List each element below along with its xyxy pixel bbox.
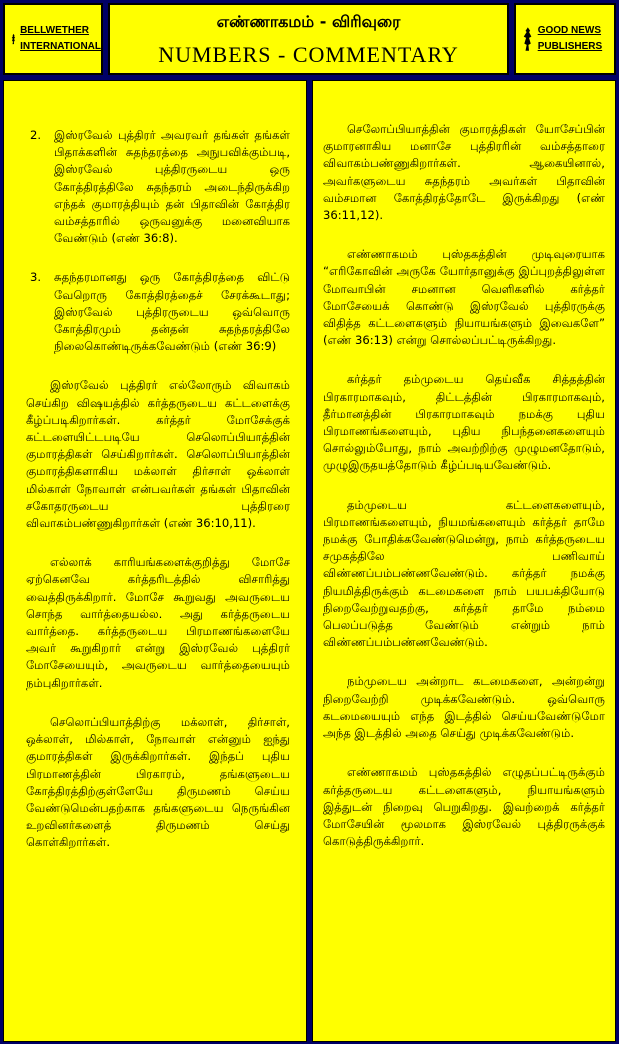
- numbered-item: [26, 127, 290, 247]
- paragraph: எண்ணாகமம் புஸ்தகத்தில் எழுதப்பட்டிருக்கும் கர்த்தருடைய கட்டளைகளும், நியாயங்களும் இத்துடன் நிறைவு பெறுகிறது. இவற்றைக் கர்த்தர் மோசேயின் மூலமாக இஸ்ரவேல் புத்திரருக்குக் கொடுத்திருக்கிறார்.: [323, 765, 605, 849]
- paragraph: எண்ணாகமம் புஸ்தகத்தின் முடிவுரையாக “எரிகோவின் அருகே யோர்தானுக்கு இப்புறத்திலுள்ள மோவாபின் சமனான வெளிகளில் கர்த்தர் மோசேயைக் கொண்டு இஸ்ரவேல் புத்திரருக்கு விதித்த கட்டளைகளும் நியாயங்களும் இவைகளே” (எண் 36:13) என்று சொல்லப்பட்டிருக்கிறது.: [323, 247, 605, 348]
- item-number: 2.: [30, 128, 42, 142]
- paragraph: கர்த்தர் தம்முடைய தெய்வீக சித்தத்தின் பிரகாரமாகவும், திட்டத்தின் பிரகாரமாகவும், தீர்மானத்தின் பிரகாரமாகவும் நமக்கு புதிய பிரமாணங்களையும், புதிய நிபந்தனைகளையும் சொல்லும்போது, நாம் அவற்றிற்கு முழுமனதோடும், முழுஇருதயத்தோடும் கீழ்ப்படியவேண்டும்.: [323, 372, 605, 473]
- ram-icon: [11, 15, 16, 63]
- logo-left-text: BELLWETHER INTERNATIONAL: [20, 25, 101, 52]
- logo-right-text: GOOD NEWS PUBLISHERS: [537, 25, 603, 52]
- page-title-english: NUMBERS - COMMENTARY: [158, 42, 459, 67]
- publisher-logo-right: [514, 3, 616, 75]
- paragraph: செலொப்பியாத்திற்கு மக்லாள், திர்சாள், ஒக்லாள், மில்காள், நோவாள் என்னும் ஐந்து குமாரத்திகள் இருக்கிறார்கள். இந்தப் புதிய பிரமாணத்தின் பிரகாரம், தங்களுடைய கோத்திரத்திற்குள்ளேயே திருமணம் செய்ய வேண்டுமென்பதற்காக தங்களுடைய நெருங்கின உறவினர்களைத் திருமணம் செய்து கொள்கிறார்கள்.: [26, 714, 290, 850]
- torch-icon: [522, 15, 534, 63]
- item-text: சுதந்தரமானது ஒரு கோத்திரத்தை விட்டு வேறொரு கோத்திரத்தைச் சேரக்கூடாது; இஸ்ரவேல் புத்திரருடைய ஒவ்வொரு கோத்திரமும் தன்தன் சுதந்தரத்திலே நிலைகொண்டிருக்கவேண்டும் (எண் 36:9): [54, 270, 290, 354]
- numbered-item: [26, 269, 290, 355]
- paragraph: இஸ்ரவேல் புத்திரர் எல்லோரும் விவாகம் செய்கிற விஷயத்தில் கர்த்தருடைய கட்டளைக்கு கீழ்ப்படிகிறார்கள். கர்த்தர் மோசேக்குக் கட்டளையிட்டபடியே செலொப்பியாத்தின் குமாரத்திகள் செய்கிறார்கள். செலொப்பியாத்தின் குமாரத்திகளாகிய மக்லாள் திர்சாள் ஒக்லாள் மில்காள் நோவாள் என்பவர்கள் தங்கள் பிதாவின் சகோதரருடைய புத்திரரை விவாகம்பண்ணுகிறார்கள் (எண் 36:10,11).: [26, 378, 290, 531]
- item-text: இஸ்ரவேல் புத்திரர் அவரவர் தங்கள் தங்கள் பிதாக்களின் சுதந்தரத்தை அநுபவிக்கும்படி, இஸ்ரவேல் புத்திரருடைய ஒரு கோத்திரத்திலே சுதந்தரம் அடைந்திருக்கிற எந்தக் குமாரத்தியும் தன் பிதாவின் கோத்திர வம்சத்தாரில் ஒருவனுக்கு மனைவியாக வேண்டும் (எண் 36:8).: [54, 128, 290, 246]
- paragraph: தம்முடைய கட்டளைகளையும், பிரமாணங்களையும், நியமங்களையும் கர்த்தர் தாமே நமக்கு போதிக்கவேண்டுமென்று, நாம் கர்த்தருடைய சமுகத்திலே பணிவாய் விண்ணப்பம்பண்ணவேண்டும். கர்த்தர் நமக்கு நியமித்திருக்கும் கடமைகளை நாம் பயபக்தியோடு நிறைவேற்றுவதற்கு, கர்த்தர் தாமே நம்மை பெலப்படுத்த வேண்டும் என்றும் நாம் விண்ணப்பம்பண்ணவேண்டும்.: [323, 497, 605, 650]
- right-column: [312, 80, 616, 1042]
- page-title-tamil: எண்ணாகமம் - விரிவுரை: [216, 12, 401, 31]
- paragraph: நம்முடைய அன்றாட கடமைகளை, அன்றன்று நிறைவேற்றி முடிக்கவேண்டும். ஒவ்வொரு கடமையையும் எந்த இடத்தில் செய்யவேண்டுமோ அந்த இடத்தில் அதை செய்து முடிக்கவேண்டும்.: [323, 674, 605, 741]
- publisher-logo-left: [3, 3, 103, 75]
- item-number: 3.: [30, 270, 42, 285]
- header: [0, 0, 619, 78]
- paragraph: செலோப்பியாத்தின் குமாரத்திகள் யோசேப்பின் குமாரனாகிய மனாசே புத்திரரின் வம்சத்தாரை விவாகம்பண்ணுகிறார்கள். ஆகையினால், அவர்களுடைய சுதந்தரம் அவர்கள் பிதாவின் வம்சமான கோத்திரத்தோடே இருக்கிறது (எண் 36:11,12).: [323, 122, 605, 223]
- paragraph: எல்லாக் காரியங்களைக்குறித்து மோசே ஏற்கெனவே கர்த்தரிடத்தில் விசாரித்து வைத்திருக்கிறார். மோசே கூறுவது அவருடைய சொந்த வார்த்தையல்ல. அது கர்த்தருடைய வார்த்தை. கர்த்தருடைய பிரமாணங்களையே அவர் கூறுகிறார் என்று இஸ்ரவேல் புத்திரர் மோசேயையும், அவருடைய வார்த்தையையும் நம்புகிறார்கள்.: [26, 555, 290, 690]
- title-box: [108, 3, 509, 75]
- left-column: [3, 80, 307, 1042]
